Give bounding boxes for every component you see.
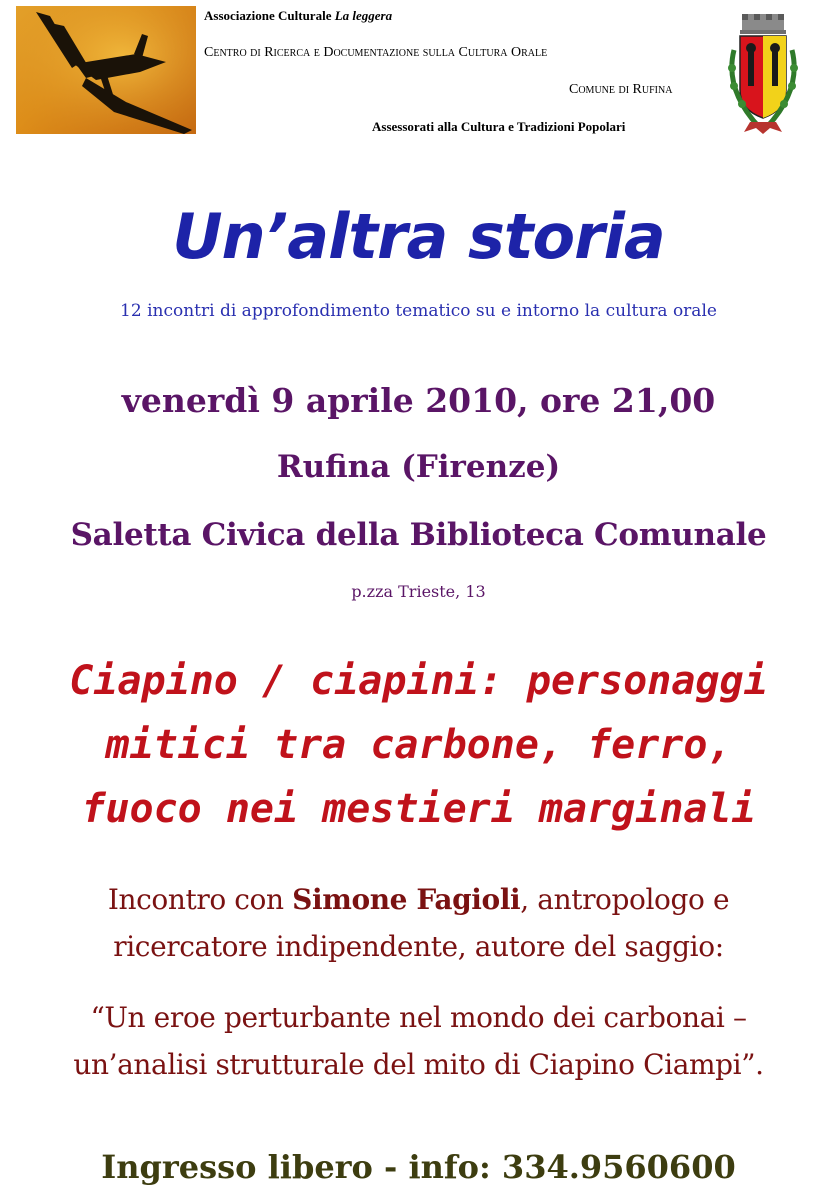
municipality: Comune di Rufina xyxy=(569,82,673,97)
talk-title-line-2: mitici tra carbone, ferro, xyxy=(105,722,732,768)
event-address: p.zza Trieste, 13 xyxy=(351,582,486,601)
association-name: Associazione Culturale La leggera xyxy=(204,8,393,23)
event-datetime: venerdì 9 aprile 2010, ore 21,00 xyxy=(121,381,716,420)
poster-title: Un’altra storia xyxy=(172,200,665,273)
essay-title-line-1: “Un eroe perturbante nel mondo dei carbonai – xyxy=(90,1001,747,1034)
speaker-intro: Incontro con Simone Fagioli, antropologo e xyxy=(107,883,730,916)
event-venue: Saletta Civica della Biblioteca Comunale xyxy=(70,517,767,553)
speaker-name: Simone Fagioli xyxy=(292,883,521,916)
essay-title-line-2: un’analisi strutturale del mito di Ciapino Ciampi”. xyxy=(73,1048,764,1081)
speaker-role: ricercatore indipendente, autore del saggio: xyxy=(113,930,724,963)
talk-title-line-1: Ciapino / ciapini: personaggi xyxy=(69,658,768,704)
event-city: Rufina (Firenze) xyxy=(276,449,561,485)
rufina-coat-of-arms-icon xyxy=(720,10,806,138)
admission-info: Ingresso libero - info: 334.9560600 xyxy=(101,1148,736,1186)
departments: Assessorati alla Cultura e Tradizioni Popolari xyxy=(372,119,626,134)
plow-logo-icon xyxy=(16,6,196,134)
research-center: Centro di Ricerca e Documentazione sulla Cultura Orale xyxy=(204,45,548,60)
poster-subtitle: 12 incontri di approfondimento tematico su e intorno la cultura orale xyxy=(120,301,717,321)
talk-title-line-3: fuoco nei mestieri marginali xyxy=(81,786,756,832)
